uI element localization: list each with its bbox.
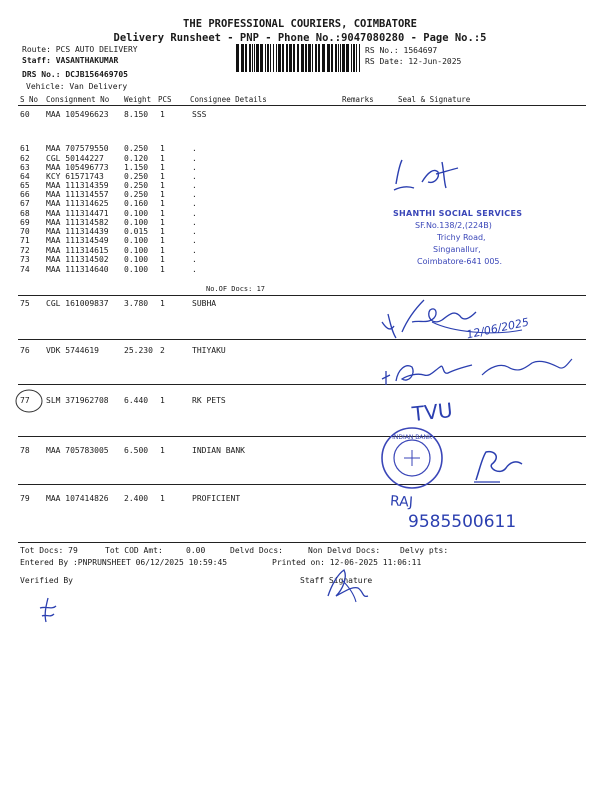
barcode-bar xyxy=(315,44,317,72)
cell-weight: 0.100 xyxy=(124,246,149,255)
cell-sno: 63 xyxy=(20,163,30,172)
barcode-bar xyxy=(270,44,271,72)
barcode-bar xyxy=(241,44,244,72)
cell-consignment: CGL 50144227 xyxy=(46,154,104,163)
cell-weight: 0.250 xyxy=(124,144,149,153)
barcode-bar xyxy=(312,44,313,72)
cell-weight: 2.400 xyxy=(124,494,149,503)
delivery-points: Delvy pts: xyxy=(400,546,449,555)
cell-consignee: SUBHA xyxy=(192,299,217,308)
cell-consignee: . xyxy=(192,199,197,208)
barcode-bar xyxy=(301,44,304,72)
company-title: THE PROFESSIONAL COURIERS, COIMBATORE xyxy=(183,18,417,30)
cell-sno: 68 xyxy=(20,209,30,218)
cell-weight: 0.250 xyxy=(124,172,149,181)
barcode-bar xyxy=(273,44,274,72)
barcode-bar xyxy=(356,44,357,72)
col-seal-signature: Seal & Signature xyxy=(398,95,471,104)
stamp-line-2: SF.No.138/2,(224B) xyxy=(415,221,492,230)
cell-consignee: . xyxy=(192,255,197,264)
total-cod-amount: 0.00 xyxy=(186,546,206,555)
cell-weight: 0.100 xyxy=(124,255,149,264)
barcode-bar xyxy=(278,44,281,72)
col-remarks: Remarks xyxy=(342,95,374,104)
cell-weight: 0.250 xyxy=(124,181,149,190)
verified-by-scribble xyxy=(36,596,60,626)
col-sno: S No xyxy=(20,95,39,104)
barcode-bar xyxy=(322,44,325,72)
cell-weight: 6.440 xyxy=(124,396,149,405)
cell-consignment: SLM 371962708 xyxy=(46,396,109,405)
barcode-bar xyxy=(305,44,307,72)
cell-sno: 60 xyxy=(20,110,30,119)
cell-consignee: . xyxy=(192,172,197,181)
cell-consignee: . xyxy=(192,181,197,190)
cell-pcs: 1 xyxy=(160,181,165,190)
raj-handwritten: RAJ xyxy=(389,493,414,511)
cell-pcs: 1 xyxy=(160,110,165,119)
rs-number: RS No.: 1564697 xyxy=(365,46,438,55)
cell-pcs: 1 xyxy=(160,163,165,172)
cell-consignee: INDIAN BANK xyxy=(192,446,245,455)
barcode-bar xyxy=(265,44,266,72)
cell-sno: 61 xyxy=(20,144,30,153)
cell-sno: 74 xyxy=(20,265,30,274)
barcode-bar xyxy=(252,44,253,72)
cell-consignment: MAA 111314549 xyxy=(46,236,109,245)
cell-consignee: SSS xyxy=(192,110,207,119)
cell-consignment: MAA 111314439 xyxy=(46,227,109,236)
barcode-bar xyxy=(245,44,247,72)
barcode-bar xyxy=(260,44,263,72)
no-of-docs: No.OF Docs: 17 xyxy=(206,285,266,293)
cell-consignment: MAA 707579550 xyxy=(46,144,109,153)
barcode-bar xyxy=(327,44,330,72)
total-docs: Tot Docs: 79 xyxy=(20,546,78,555)
cell-sno: 71 xyxy=(20,236,30,245)
cell-pcs: 1 xyxy=(160,172,165,181)
cell-sno: 65 xyxy=(20,181,30,190)
cell-consignee: RK PETS xyxy=(192,396,226,405)
barcode-bar xyxy=(308,44,311,72)
barcode-bar xyxy=(249,44,251,72)
delivered-docs: Delvd Docs: xyxy=(230,546,283,555)
cell-weight: 0.100 xyxy=(124,209,149,218)
cell-consignee: . xyxy=(192,144,197,153)
barcode-bar xyxy=(318,44,320,72)
vehicle-label: Vehicle: Van Delivery xyxy=(26,82,128,91)
cell-pcs: 2 xyxy=(160,346,165,355)
cell-pcs: 1 xyxy=(160,299,165,308)
barcode-bar xyxy=(236,44,239,72)
header-divider xyxy=(18,105,586,106)
cell-weight: 0.250 xyxy=(124,190,149,199)
total-cod-label: Tot COD Amt: xyxy=(105,546,163,555)
stamp-line-1: SHANTHI SOCIAL SERVICES xyxy=(393,209,523,218)
barcode-bar xyxy=(340,44,341,72)
cell-pcs: 1 xyxy=(160,227,165,236)
cell-pcs: 1 xyxy=(160,236,165,245)
barcode-bar xyxy=(293,44,295,72)
cell-pcs: 1 xyxy=(160,154,165,163)
cell-consignment: MAA 111314582 xyxy=(46,218,109,227)
cell-weight: 0.100 xyxy=(124,218,149,227)
cell-sno: 75 xyxy=(20,299,30,308)
stamp-line-4: Singanallur, xyxy=(433,245,481,254)
non-delivered-docs: Non Delvd Docs: xyxy=(308,546,381,555)
entered-by: Entered By :PNPRUNSHEET 06/12/2025 10:59:45 xyxy=(20,558,228,567)
barcode-bar xyxy=(346,44,349,72)
cell-consignment: CGL 161009837 xyxy=(46,299,109,308)
cell-pcs: 1 xyxy=(160,199,165,208)
stamp-line-5: Coimbatore-641 005. xyxy=(417,257,503,266)
phone-handwritten: 9585500611 xyxy=(408,512,517,532)
cell-consignment: MAA 107414826 xyxy=(46,494,109,503)
cell-weight: 0.120 xyxy=(124,154,149,163)
cell-sno: 64 xyxy=(20,172,30,181)
staff-label: Staff: VASANTHAKUMAR xyxy=(22,56,119,65)
cell-consignment: MAA 111314615 xyxy=(46,246,109,255)
divider-after-77 xyxy=(18,436,586,437)
col-pcs: PCS xyxy=(158,95,172,104)
barcode-bar xyxy=(254,44,255,72)
cell-sno: 76 xyxy=(20,346,30,355)
cell-pcs: 1 xyxy=(160,218,165,227)
cell-sno: 72 xyxy=(20,246,30,255)
indian-bank-seal xyxy=(378,424,446,492)
cell-consignment: MAA 111314471 xyxy=(46,209,109,218)
cell-weight: 0.100 xyxy=(124,236,149,245)
cell-pcs: 1 xyxy=(160,265,165,274)
col-consignee: Consignee Details xyxy=(190,95,267,104)
cell-sno: 69 xyxy=(20,218,30,227)
signature-top xyxy=(388,152,468,202)
staff-signature-scribble xyxy=(318,566,378,606)
barcode-bar xyxy=(297,44,299,72)
staff-signature: Staff Signature xyxy=(300,576,373,585)
cell-pcs: 1 xyxy=(160,446,165,455)
barcode-bar xyxy=(335,44,337,72)
cell-consignee: . xyxy=(192,209,197,218)
cell-weight: 0.100 xyxy=(124,265,149,274)
cell-pcs: 1 xyxy=(160,255,165,264)
cell-consignment: MAA 111314640 xyxy=(46,265,109,274)
cell-weight: 25.230 xyxy=(124,346,153,355)
barcode-bar xyxy=(342,44,345,72)
cell-sno: 70 xyxy=(20,227,30,236)
cell-sno: 79 xyxy=(20,494,30,503)
cell-weight: 6.500 xyxy=(124,446,149,455)
cell-consignment: MAA 111314557 xyxy=(46,190,109,199)
cell-weight: 0.160 xyxy=(124,199,149,208)
cell-consignment: MAA 111314359 xyxy=(46,181,109,190)
barcode-bar xyxy=(286,44,288,72)
drs-label: DRS No.: DCJB156469705 xyxy=(22,70,128,79)
cell-consignment: MAA 111314625 xyxy=(46,199,109,208)
cell-consignee: . xyxy=(192,163,197,172)
cell-consignment: MAA 705783005 xyxy=(46,446,109,455)
cell-consignee: . xyxy=(192,265,197,274)
cell-pcs: 1 xyxy=(160,209,165,218)
cell-pcs: 1 xyxy=(160,190,165,199)
shanthi-stamp xyxy=(393,208,563,268)
cell-sno: 73 xyxy=(20,255,30,264)
cell-sno: 77 xyxy=(20,396,30,405)
barcode-bar xyxy=(351,44,352,72)
printed-on: Printed on: 12-06-2025 11:06:11 xyxy=(272,558,422,567)
cell-consignee: . xyxy=(192,227,197,236)
verified-by: Verified By xyxy=(20,576,73,585)
cell-pcs: 1 xyxy=(160,494,165,503)
bank-seal-text: INDIAN BANK xyxy=(392,434,432,441)
cell-consignment: VDK 5744619 xyxy=(46,346,99,355)
col-weight: Weight xyxy=(124,95,152,104)
date-handwritten: 12/06/2025 xyxy=(465,315,531,342)
signature-78 xyxy=(470,446,530,486)
stamp-line-3: Trichy Road, xyxy=(437,233,486,242)
cell-consignee: . xyxy=(192,246,197,255)
barcode-bar xyxy=(282,44,284,72)
cell-weight: 8.150 xyxy=(124,110,149,119)
cell-sno: 66 xyxy=(20,190,30,199)
cell-consignee: . xyxy=(192,154,197,163)
cell-consignment: MAA 105496623 xyxy=(46,110,109,119)
col-consignment: Consignment No xyxy=(46,95,110,104)
barcode-bar xyxy=(267,44,269,72)
cell-sno: 62 xyxy=(20,154,30,163)
barcode-bar xyxy=(331,44,333,72)
cell-weight: 0.015 xyxy=(124,227,149,236)
cell-weight: 1.150 xyxy=(124,163,149,172)
barcode-bar xyxy=(256,44,259,72)
rs-date: RS Date: 12-Jun-2025 xyxy=(365,57,462,66)
cell-consignee: . xyxy=(192,218,197,227)
cell-consignee: . xyxy=(192,236,197,245)
divider-after-79 xyxy=(18,542,586,543)
signature-76 xyxy=(378,345,578,395)
cell-pcs: 1 xyxy=(160,144,165,153)
cell-consignee: . xyxy=(192,190,197,199)
barcode xyxy=(236,44,360,72)
cell-consignment: MAA 111314502 xyxy=(46,255,109,264)
cell-sno: 78 xyxy=(20,446,30,455)
cell-sno: 67 xyxy=(20,199,30,208)
barcode-bar xyxy=(359,44,360,72)
circle-mark-77 xyxy=(14,388,44,414)
cell-pcs: 1 xyxy=(160,246,165,255)
cell-weight: 3.780 xyxy=(124,299,149,308)
cell-consignment: MAA 105496773 xyxy=(46,163,109,172)
cell-pcs: 1 xyxy=(160,396,165,405)
tvu-handwritten: TVU xyxy=(410,397,454,427)
cell-consignee: PROFICIENT xyxy=(192,494,241,503)
barcode-bar xyxy=(276,44,277,72)
barcode-bar xyxy=(353,44,355,72)
route-label: Route: PCS AUTO DELIVERY xyxy=(22,45,138,54)
cell-consignment: KCY 61571743 xyxy=(46,172,104,181)
cell-consignee: THIYAKU xyxy=(192,346,226,355)
barcode-bar xyxy=(338,44,339,72)
runsheet-title: Delivery Runsheet - PNP - Phone No.:9047080280 - Page No.:5 xyxy=(113,32,487,44)
barcode-bar xyxy=(289,44,292,72)
